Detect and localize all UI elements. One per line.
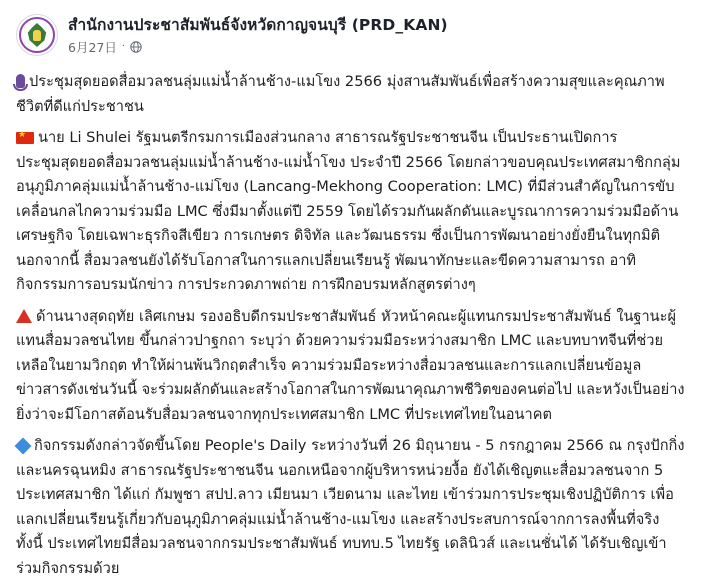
- post-paragraph-text: ประชุมสุดยอดสื่อมวลชนลุ่มแม่น้ำล้านช้าง-แมโขง 2566 มุ่งสานสัมพันธ์เพื่อสร้างความสุขและคุณภาพชีวิตที่ดีแก่ประชาชน: [16, 73, 665, 115]
- post-meta: [68, 38, 448, 56]
- post-header-text: [68, 14, 448, 56]
- avatar[interactable]: [16, 14, 58, 56]
- page-name[interactable]: สำนักงานประชาสัมพันธ์จังหวัดกาญจนบุรี (PRD_KAN): [68, 16, 448, 34]
- red-triangle-icon: [16, 309, 32, 323]
- post-paragraph: [16, 126, 686, 298]
- post-timestamp[interactable]: 6月27日: [68, 40, 117, 55]
- post-paragraph-text: กิจกรรมดังกล่าวจัดขึ้นโดย People's Daily ระหว่างวันที่ 26 มิถุนายน - 5 กรกฎาคม 2566 ณ กรุงปักกิ่ง และนครฉุนหมิง สาธารณรัฐประชาชนจีน นอกเหนือจากผู้บริหารหน่วยงื้อ ยังได้เชิญตแะสื่อมวลชนจาก 5 ประเทศสมาชิก ได้แก่ กัมพูชา สปป.ลาว เมียนมา เวียดนาม และไทย เข้าร่วมการประชุมเชิงปฏิบัติการ เพื่อแลกเปลี่ยนเรียนรู้เกี่ยวกับอนุภูมิภาคลุ่มแม่น้ำล้านช้าง-แมโขง และสร้างประสบการณ์จากการลงพื้นที่จริง ทั้งนี้ ประเทศไทยมีสื่อมวลชนจากกรมประชาสัมพันธ์ ทบทบ.5 ไทยรัฐ เดลินิวส์ และเนชั่นได้ ได้รับเชิญเข้าร่วมกิจกรรมด้วย: [16, 437, 685, 577]
- post-body: [16, 70, 686, 581]
- post-header: [16, 14, 686, 56]
- meta-separator-dot: ·: [121, 41, 126, 52]
- post-paragraph-text: นาย Li Shulei รัฐมนตรีกรมการเมืองส่วนกลาง สาธารณรัฐประชาชนจีน เป็นประธานเปิดการประชุมสุดยอดสื่อมวลชนลุ่มแม่น้ำล้านช้าง-แม่น้ำโขง ประจำปี 2566 โดยกล่าวขอบคุณประเทศสมาชิกกลุ่มอนุภูมิภาคลุ่มแม่น้ำล้านช้าง-แม่โขง (Lancang-Mekhong Cooperation: LMC) ที่มีส่วนสำคัญในการขับเคลื่อนกลไกความร่วมมือ LMC ซึ่งมีมาตั้งแต่ปี 2559 โดยได้รวมกันผลักดันและบูรณาการความร่วมมือด้านเศรษฐกิจ โดยเฉพาะธุรกิจสีเขียว การเกษตร ดิจิทัล และวัฒนธรรม ซึ่งเป็นการพัฒนาอย่างยั่งยืนในทุกมิติ นอกจากนี้ สื่อมวลชนยังได้รับโอกาสในการแลกเปลี่ยนเรียนรู้ พัฒนาทักษะและขีดความสามารถ อาทิ กิจกรรมการอบรมนักข่าว การประกวดภาพถ่าย การฝึกอบรมหลักสูตรต่างๆ: [16, 129, 681, 293]
- post-paragraph-text: ด้านนางสุดฤทัย เลิศเกษม รองอธิบดีกรมประชาสัมพันธ์ หัวหน้าคณะผู้แทนกรมประชาสัมพันธ์ ในฐานะผู้แทนสื่อมวลชนไทย ขึ้นกล่าวปาฐกถา ระบุว่า ด้วยความร่วมมือระหว่างสมาชิก LMC และบทบาทจีนที่ช่วยเหลือในยามวิกฤต ทำให้ผ่านพ้นวิกฤตสำเร็จ ความร่วมมือระหว่างสื่อมวลชนและการแลกเปลี่ยนข้อมูลข่าวสารดังเช่นวันนี้ จะร่วมผลักดันและสร้างโอกาสในการพัฒนาคุณภาพชีวิตของคนต่อไป และหวังเป็นอย่างยิ่งว่าจะมีโอกาสต้อนรับสื่อมวลชนจากทุกประเทศสมาชิก LMC ที่ประเทศไทยในอนาคต: [16, 307, 685, 423]
- globe-icon[interactable]: [130, 41, 142, 53]
- china-flag-icon: [16, 132, 34, 144]
- post-paragraph: [16, 305, 686, 428]
- post-paragraph: [16, 434, 686, 581]
- microphone-icon: [16, 74, 25, 88]
- blue-diamond-icon: [15, 438, 32, 455]
- post-paragraph: [16, 70, 686, 119]
